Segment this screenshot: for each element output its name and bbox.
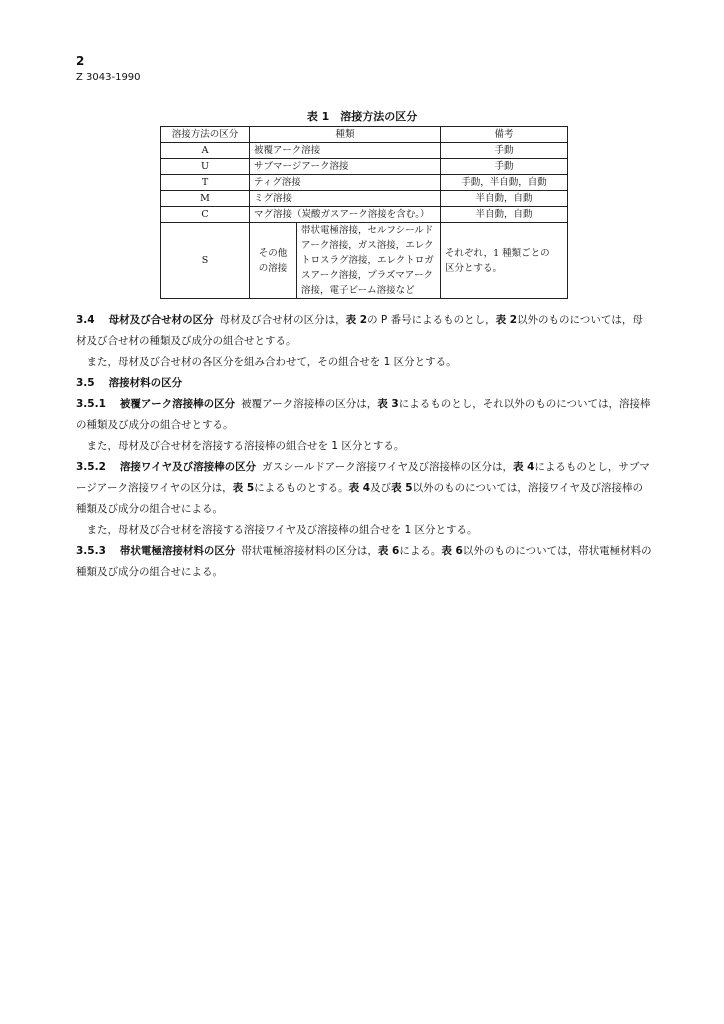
- table-ref: 表 5: [232, 482, 255, 494]
- header-type: 種類: [250, 127, 441, 143]
- other-type-list: [297, 223, 441, 299]
- text: によるものとする。: [254, 482, 349, 494]
- text: 以外のものについては，帯状電極材料の種類及び成分の組合せによる。: [76, 545, 652, 578]
- table-ref: 表 2: [345, 314, 368, 326]
- row-code: S: [161, 223, 250, 299]
- row-remark: 半自動，自動: [441, 191, 568, 207]
- text: による。: [399, 545, 442, 557]
- table-ref: 表 4: [348, 482, 371, 494]
- body-text: [76, 310, 652, 583]
- row-type: ティグ溶接: [250, 175, 441, 191]
- table-row: [161, 191, 568, 207]
- text: 被覆アーク溶接棒の区分は，: [241, 398, 378, 410]
- text: 及び: [370, 482, 392, 494]
- section-3-5-2: [76, 457, 652, 520]
- text: ガスシールドアーク溶接ワイヤ及び溶接棒の区分は，: [262, 461, 513, 473]
- paragraph: また，母材及び合せ材を溶接する溶接ワイヤ及び溶接棒の組合せを 1 区分とする。: [86, 524, 478, 536]
- table-row: [161, 207, 568, 223]
- table-ref: 表 6: [377, 545, 400, 557]
- row-code: C: [161, 207, 250, 223]
- other-label-line: その他: [258, 247, 288, 259]
- section-number: 3.5.3: [76, 545, 106, 557]
- other-remark: [441, 223, 568, 299]
- table-ref: 表 5: [391, 482, 413, 494]
- row-type: サブマージアーク溶接: [250, 159, 441, 175]
- row-remark: 半自動，自動: [441, 207, 568, 223]
- other-label-line: の溶接: [258, 262, 288, 274]
- header-method-class: 溶接方法の区分: [161, 127, 250, 143]
- table-caption: 表 1 溶接方法の区分: [306, 110, 418, 123]
- table-header-row: [161, 127, 568, 143]
- table-ref: 表 3: [377, 398, 399, 410]
- table-row: [161, 175, 568, 191]
- table-row-other: [161, 223, 568, 299]
- other-remark-line: それぞれ，1 種類ごとの: [445, 247, 550, 259]
- row-code: U: [161, 159, 250, 175]
- header-remark: 備考: [441, 127, 568, 143]
- other-type-line: スアーク溶接，プラズマアーク: [301, 270, 433, 281]
- section-title: 溶接材料の区分: [108, 377, 183, 389]
- other-type-line: トロスラグ溶接，エレクトロガ: [301, 255, 434, 266]
- row-remark: 手動，半自動，自動: [441, 175, 568, 191]
- row-remark: 手動: [441, 143, 568, 159]
- section-3-5: [76, 373, 652, 394]
- welding-method-table: [160, 126, 568, 299]
- text: 以外のものについては，溶接ワイヤ及び溶接棒の種類及び成分の組合せによる。: [76, 482, 644, 515]
- text: 以外のものについては，母材及び合せ材の種類及び成分の組合せとする。: [76, 314, 643, 347]
- section-3-5-1: [76, 394, 652, 436]
- row-type: 被覆アーク溶接: [250, 143, 441, 159]
- section-number: 3.5.2: [76, 461, 106, 473]
- section-title: 帯状電極溶接材料の区分: [119, 545, 236, 557]
- other-type-line: アーク溶接，ガス溶接，エレク: [301, 240, 434, 251]
- table-ref: 表 4: [512, 461, 535, 473]
- section-title: 溶接ワイヤ及び溶接棒の区分: [119, 461, 257, 473]
- table-row: [161, 143, 568, 159]
- table-ref: 表 2: [495, 314, 518, 326]
- row-code: T: [161, 175, 250, 191]
- table-ref: 表 6: [441, 545, 463, 557]
- other-type-line: 溶接，電子ビーム溶接など: [301, 285, 415, 296]
- section-number: 3.4: [76, 314, 95, 326]
- text: によるものとし，サブマージアーク溶接ワイヤの区分は，: [76, 461, 650, 494]
- section-title: 母材及び合せ材の区分: [108, 314, 214, 326]
- text: によるものとし，それ以外のものについては，溶接棒の種類及び成分の組合せとする。: [76, 398, 651, 431]
- row-code: A: [161, 143, 250, 159]
- text: 帯状電極溶接材料の区分は，: [241, 545, 378, 557]
- row-type: マグ溶接（炭酸ガスアーク溶接を含む。）: [250, 207, 441, 223]
- paragraph: また，母材及び合せ材の各区分を組み合わせて，その組合せを 1 区分とする。: [86, 356, 457, 368]
- other-type-line: 帯状電極溶接，セルフシールド: [301, 225, 434, 236]
- text: の P 番号によるものとし，: [367, 314, 496, 326]
- section-number: 3.5: [76, 377, 95, 389]
- section-title: 被覆アーク溶接棒の区分: [119, 398, 236, 410]
- other-label: [250, 223, 297, 299]
- row-code: M: [161, 191, 250, 207]
- section-3-4: [76, 310, 652, 352]
- standard-id: Z 3043-1990: [76, 72, 141, 83]
- row-type: ミグ溶接: [250, 191, 441, 207]
- other-remark-line: 区分とする。: [445, 262, 503, 274]
- text: 母材及び合せ材の区分は，: [219, 314, 346, 326]
- paragraph: また，母材及び合せ材を溶接する溶接棒の組合せを 1 区分とする。: [86, 440, 405, 452]
- section-number: 3.5.1: [76, 398, 106, 410]
- page-number: 2: [76, 54, 85, 68]
- row-remark: 手動: [441, 159, 568, 175]
- table-row: [161, 159, 568, 175]
- section-3-5-3: [76, 541, 652, 583]
